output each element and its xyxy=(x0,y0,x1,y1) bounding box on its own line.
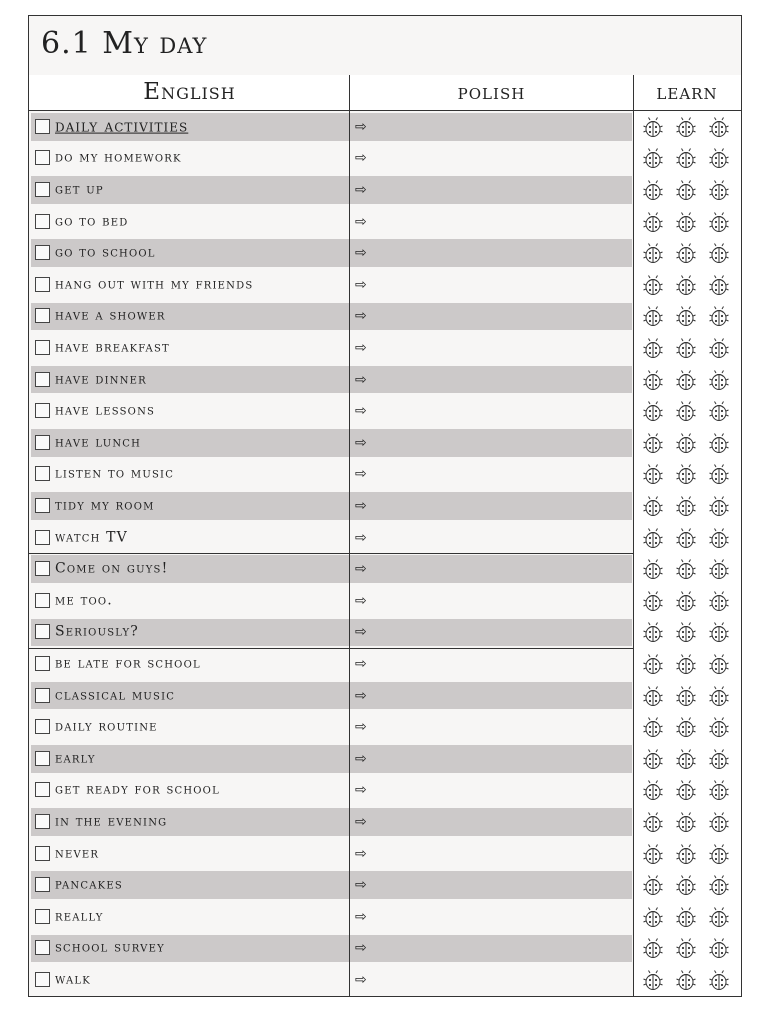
learn-cell xyxy=(634,680,741,712)
learn-cell xyxy=(634,143,741,175)
ladybug-icon[interactable] xyxy=(708,906,730,928)
ladybug-icon[interactable] xyxy=(675,305,697,327)
polish-cell[interactable] xyxy=(350,871,632,899)
ladybug-icon[interactable] xyxy=(675,906,697,928)
english-cell xyxy=(31,587,349,615)
arrow-icon: ⇨ xyxy=(355,529,367,546)
english-word: walk xyxy=(55,971,91,988)
english-cell xyxy=(31,208,349,236)
vocab-row xyxy=(29,237,741,269)
learn-cell xyxy=(634,206,741,238)
learn-cell xyxy=(634,585,741,617)
arrow-icon: ⇨ xyxy=(355,687,367,704)
row-checkbox[interactable] xyxy=(35,624,50,639)
polish-cell[interactable] xyxy=(350,208,632,236)
row-checkbox[interactable] xyxy=(35,909,50,924)
row-checkbox[interactable] xyxy=(35,940,50,955)
polish-cell[interactable] xyxy=(350,366,632,394)
english-cell xyxy=(31,966,349,994)
vocab-row xyxy=(29,680,741,712)
column-header-learn: learn xyxy=(656,80,718,105)
row-checkbox[interactable] xyxy=(35,277,50,292)
vocab-row xyxy=(29,964,741,996)
ladybug-icon[interactable] xyxy=(708,305,730,327)
learn-cell xyxy=(634,964,741,996)
vocab-row xyxy=(29,332,741,364)
arrow-icon: ⇨ xyxy=(355,339,367,356)
english-cell xyxy=(31,492,349,520)
vocab-row xyxy=(29,743,741,775)
english-word: have lunch xyxy=(55,434,142,451)
polish-cell[interactable] xyxy=(350,334,632,362)
ladybug-icon[interactable] xyxy=(642,906,664,928)
row-checkbox[interactable] xyxy=(35,972,50,987)
row-checkbox[interactable] xyxy=(35,245,50,260)
learn-cell xyxy=(634,174,741,206)
ladybug-icon[interactable] xyxy=(642,116,664,138)
polish-cell[interactable] xyxy=(350,397,632,425)
english-word: classical music xyxy=(55,687,176,704)
polish-cell[interactable] xyxy=(350,650,632,678)
ladybug-icon[interactable] xyxy=(708,779,730,801)
ladybug-icon[interactable] xyxy=(675,495,697,517)
ladybug-icon[interactable] xyxy=(708,432,730,454)
english-cell xyxy=(31,808,349,836)
polish-cell[interactable] xyxy=(350,745,632,773)
english-word: go to school xyxy=(55,244,156,261)
ladybug-icon[interactable] xyxy=(675,653,697,675)
arrow-icon: ⇨ xyxy=(355,245,367,262)
learn-cell xyxy=(634,427,741,459)
vocab-row xyxy=(29,143,741,175)
ladybug-icon[interactable] xyxy=(708,843,730,865)
english-cell xyxy=(31,397,349,425)
polish-cell[interactable] xyxy=(350,271,632,299)
learn-cell xyxy=(634,711,741,743)
learn-cell xyxy=(634,111,741,143)
ladybug-icon[interactable] xyxy=(708,685,730,707)
vocab-row xyxy=(29,838,741,870)
english-cell xyxy=(31,366,349,394)
arrow-icon: ⇨ xyxy=(355,813,367,830)
english-cell xyxy=(31,303,349,331)
english-word: Seriously? xyxy=(55,624,139,641)
arrow-icon: ⇨ xyxy=(355,940,367,957)
ladybug-icon[interactable] xyxy=(642,874,664,896)
arrow-icon: ⇨ xyxy=(355,403,367,420)
polish-cell[interactable] xyxy=(350,619,632,647)
polish-cell[interactable] xyxy=(350,239,632,267)
vocab-row xyxy=(29,111,741,143)
learn-cell xyxy=(634,743,741,775)
english-cell xyxy=(31,524,349,552)
english-word: really xyxy=(55,908,104,925)
ladybug-icon[interactable] xyxy=(675,463,697,485)
ladybug-icon[interactable] xyxy=(708,369,730,391)
polish-cell[interactable] xyxy=(350,682,632,710)
vocab-row xyxy=(29,775,741,807)
ladybug-icon[interactable] xyxy=(642,716,664,738)
ladybug-icon[interactable] xyxy=(642,400,664,422)
ladybug-icon[interactable] xyxy=(708,590,730,612)
row-checkbox[interactable] xyxy=(35,372,50,387)
english-cell xyxy=(31,619,349,647)
vocab-row xyxy=(29,301,741,333)
ladybug-icon[interactable] xyxy=(708,400,730,422)
arrow-icon: ⇨ xyxy=(355,497,367,514)
ladybug-icon[interactable] xyxy=(642,685,664,707)
english-word: in the evening xyxy=(55,813,168,830)
row-checkbox[interactable] xyxy=(35,751,50,766)
ladybug-icon[interactable] xyxy=(708,969,730,991)
ladybug-icon[interactable] xyxy=(675,400,697,422)
ladybug-icon[interactable] xyxy=(675,242,697,264)
english-word: never xyxy=(55,845,100,862)
arrow-icon: ⇨ xyxy=(355,877,367,894)
learn-cell xyxy=(634,395,741,427)
vocab-row xyxy=(29,553,741,585)
column-header-row xyxy=(29,75,741,111)
english-cell xyxy=(31,903,349,931)
ladybug-icon[interactable] xyxy=(708,527,730,549)
polish-cell[interactable] xyxy=(350,176,632,204)
learn-cell xyxy=(634,522,741,554)
english-cell xyxy=(31,176,349,204)
english-cell xyxy=(31,271,349,299)
arrow-icon: ⇨ xyxy=(355,971,367,988)
learn-cell xyxy=(634,301,741,333)
arrow-icon: ⇨ xyxy=(355,750,367,767)
ladybug-icon[interactable] xyxy=(675,748,697,770)
ladybug-icon[interactable] xyxy=(642,369,664,391)
vocab-row xyxy=(29,648,741,680)
ladybug-icon[interactable] xyxy=(675,937,697,959)
polish-cell[interactable] xyxy=(350,113,632,141)
english-cell xyxy=(31,840,349,868)
english-cell xyxy=(31,461,349,489)
vocab-row xyxy=(29,617,741,649)
vocab-row xyxy=(29,901,741,933)
row-checkbox[interactable] xyxy=(35,593,50,608)
row-checkbox[interactable] xyxy=(35,340,50,355)
learn-cell xyxy=(634,553,741,585)
ladybug-icon[interactable] xyxy=(708,558,730,580)
arrow-icon: ⇨ xyxy=(355,181,367,198)
arrow-icon: ⇨ xyxy=(355,592,367,609)
ladybug-icon[interactable] xyxy=(642,969,664,991)
english-word: tidy my room xyxy=(55,497,155,514)
polish-cell[interactable] xyxy=(350,777,632,805)
ladybug-icon[interactable] xyxy=(675,874,697,896)
arrow-icon: ⇨ xyxy=(355,371,367,388)
ladybug-icon[interactable] xyxy=(675,369,697,391)
polish-cell[interactable] xyxy=(350,840,632,868)
polish-cell[interactable] xyxy=(350,935,632,963)
english-word: daily routine xyxy=(55,718,158,735)
english-word: have a shower xyxy=(55,308,166,325)
learn-cell xyxy=(634,269,741,301)
learn-cell xyxy=(634,332,741,364)
english-cell xyxy=(31,555,349,583)
vocab-row xyxy=(29,522,741,554)
ladybug-icon[interactable] xyxy=(675,685,697,707)
ladybug-icon[interactable] xyxy=(708,811,730,833)
ladybug-icon[interactable] xyxy=(708,621,730,643)
vocab-row xyxy=(29,869,741,901)
ladybug-icon[interactable] xyxy=(642,495,664,517)
ladybug-icon[interactable] xyxy=(642,558,664,580)
ladybug-icon[interactable] xyxy=(675,811,697,833)
english-cell xyxy=(31,777,349,805)
ladybug-icon[interactable] xyxy=(675,179,697,201)
arrow-icon: ⇨ xyxy=(355,655,367,672)
ladybug-icon[interactable] xyxy=(708,874,730,896)
arrow-icon: ⇨ xyxy=(355,276,367,293)
english-word: early xyxy=(55,750,96,767)
ladybug-icon[interactable] xyxy=(642,211,664,233)
learn-cell xyxy=(634,364,741,396)
row-checkbox[interactable] xyxy=(35,719,50,734)
ladybug-icon[interactable] xyxy=(708,716,730,738)
vocab-row xyxy=(29,933,741,965)
english-cell xyxy=(31,682,349,710)
ladybug-icon[interactable] xyxy=(642,337,664,359)
learn-cell xyxy=(634,933,741,965)
ladybug-icon[interactable] xyxy=(675,621,697,643)
ladybug-icon[interactable] xyxy=(642,147,664,169)
vocabulary-sheet xyxy=(28,15,742,997)
ladybug-icon[interactable] xyxy=(642,779,664,801)
ladybug-icon[interactable] xyxy=(675,337,697,359)
english-word: get up xyxy=(55,181,104,198)
arrow-icon: ⇨ xyxy=(355,782,367,799)
row-checkbox[interactable] xyxy=(35,150,50,165)
row-checkbox[interactable] xyxy=(35,182,50,197)
arrow-icon: ⇨ xyxy=(355,845,367,862)
english-cell xyxy=(31,429,349,457)
ladybug-icon[interactable] xyxy=(675,716,697,738)
vocab-row xyxy=(29,269,741,301)
ladybug-icon[interactable] xyxy=(642,937,664,959)
ladybug-icon[interactable] xyxy=(675,843,697,865)
ladybug-icon[interactable] xyxy=(642,242,664,264)
ladybug-icon[interactable] xyxy=(642,527,664,549)
english-word: listen to music xyxy=(55,466,175,483)
polish-cell[interactable] xyxy=(350,461,632,489)
ladybug-icon[interactable] xyxy=(675,558,697,580)
row-checkbox[interactable] xyxy=(35,846,50,861)
english-word: get ready for school xyxy=(55,782,220,799)
polish-cell[interactable] xyxy=(350,966,632,994)
english-cell xyxy=(31,113,349,141)
english-word: me too. xyxy=(55,592,113,609)
ladybug-icon[interactable] xyxy=(675,527,697,549)
ladybug-icon[interactable] xyxy=(708,653,730,675)
ladybug-icon[interactable] xyxy=(642,748,664,770)
row-checkbox[interactable] xyxy=(35,119,50,134)
learn-cell xyxy=(634,237,741,269)
english-cell xyxy=(31,713,349,741)
ladybug-icon[interactable] xyxy=(642,621,664,643)
ladybug-icon[interactable] xyxy=(642,179,664,201)
ladybug-icon[interactable] xyxy=(642,305,664,327)
arrow-icon: ⇨ xyxy=(355,150,367,167)
learn-cell xyxy=(634,617,741,649)
english-word: school survey xyxy=(55,940,165,957)
english-word: do my homework xyxy=(55,150,182,167)
row-checkbox[interactable] xyxy=(35,814,50,829)
ladybug-icon[interactable] xyxy=(675,116,697,138)
learn-cell xyxy=(634,490,741,522)
polish-cell[interactable] xyxy=(350,808,632,836)
ladybug-icon[interactable] xyxy=(708,337,730,359)
learn-cell xyxy=(634,775,741,807)
ladybug-icon[interactable] xyxy=(708,495,730,517)
learn-cell xyxy=(634,901,741,933)
ladybug-icon[interactable] xyxy=(675,211,697,233)
section-heading: daily activities xyxy=(55,116,189,137)
ladybug-icon[interactable] xyxy=(708,211,730,233)
polish-cell[interactable] xyxy=(350,524,632,552)
vocab-row xyxy=(29,711,741,743)
vocab-row xyxy=(29,174,741,206)
row-checkbox[interactable] xyxy=(35,688,50,703)
page-title: 6.1 My day xyxy=(41,26,208,61)
ladybug-icon[interactable] xyxy=(708,937,730,959)
ladybug-icon[interactable] xyxy=(642,811,664,833)
english-cell xyxy=(31,239,349,267)
english-word: pancakes xyxy=(55,876,123,893)
row-checkbox[interactable] xyxy=(35,214,50,229)
arrow-icon: ⇨ xyxy=(355,719,367,736)
arrow-icon: ⇨ xyxy=(355,118,367,135)
vocab-row xyxy=(29,206,741,238)
ladybug-icon[interactable] xyxy=(642,653,664,675)
row-checkbox[interactable] xyxy=(35,530,50,545)
ladybug-icon[interactable] xyxy=(708,242,730,264)
arrow-icon: ⇨ xyxy=(355,308,367,325)
ladybug-icon[interactable] xyxy=(708,179,730,201)
ladybug-icon[interactable] xyxy=(675,969,697,991)
ladybug-icon[interactable] xyxy=(708,147,730,169)
ladybug-icon[interactable] xyxy=(642,432,664,454)
row-checkbox[interactable] xyxy=(35,561,50,576)
polish-cell[interactable] xyxy=(350,713,632,741)
english-cell xyxy=(31,145,349,173)
ladybug-icon[interactable] xyxy=(675,274,697,296)
english-cell xyxy=(31,871,349,899)
polish-cell[interactable] xyxy=(350,492,632,520)
polish-cell[interactable] xyxy=(350,303,632,331)
english-word: have dinner xyxy=(55,371,147,388)
vocab-row xyxy=(29,395,741,427)
learn-cell xyxy=(634,648,741,680)
ladybug-icon[interactable] xyxy=(675,147,697,169)
row-checkbox[interactable] xyxy=(35,308,50,323)
learn-cell xyxy=(634,869,741,901)
english-word: watch TV xyxy=(55,529,128,546)
english-cell xyxy=(31,334,349,362)
polish-cell[interactable] xyxy=(350,145,632,173)
vocab-row xyxy=(29,427,741,459)
polish-cell[interactable] xyxy=(350,555,632,583)
polish-cell[interactable] xyxy=(350,587,632,615)
arrow-icon: ⇨ xyxy=(355,561,367,578)
arrow-icon: ⇨ xyxy=(355,908,367,925)
ladybug-icon[interactable] xyxy=(642,463,664,485)
polish-cell[interactable] xyxy=(350,429,632,457)
learn-cell xyxy=(634,838,741,870)
ladybug-icon[interactable] xyxy=(708,748,730,770)
english-cell xyxy=(31,745,349,773)
column-divider xyxy=(349,75,350,997)
ladybug-icon[interactable] xyxy=(642,843,664,865)
english-cell xyxy=(31,935,349,963)
arrow-icon: ⇨ xyxy=(355,624,367,641)
arrow-icon: ⇨ xyxy=(355,434,367,451)
ladybug-icon[interactable] xyxy=(708,116,730,138)
row-checkbox[interactable] xyxy=(35,498,50,513)
arrow-icon: ⇨ xyxy=(355,213,367,230)
vocab-row xyxy=(29,490,741,522)
ladybug-icon[interactable] xyxy=(642,274,664,296)
english-word: Come on guys! xyxy=(55,560,169,577)
row-checkbox[interactable] xyxy=(35,435,50,450)
english-word: have lessons xyxy=(55,402,156,419)
vocab-row xyxy=(29,459,741,491)
ladybug-icon[interactable] xyxy=(708,274,730,296)
polish-cell[interactable] xyxy=(350,903,632,931)
english-word: go to bed xyxy=(55,213,129,230)
column-header-english: English xyxy=(143,79,236,105)
english-word: have breakfast xyxy=(55,339,170,356)
row-checkbox[interactable] xyxy=(35,782,50,797)
vocab-row xyxy=(29,364,741,396)
row-checkbox[interactable] xyxy=(35,403,50,418)
ladybug-icon[interactable] xyxy=(675,432,697,454)
ladybug-icon[interactable] xyxy=(675,779,697,801)
english-cell xyxy=(31,650,349,678)
learn-cell xyxy=(634,806,741,838)
row-checkbox[interactable] xyxy=(35,656,50,671)
ladybug-icon[interactable] xyxy=(675,590,697,612)
row-checkbox[interactable] xyxy=(35,877,50,892)
vocab-row xyxy=(29,585,741,617)
ladybug-icon[interactable] xyxy=(642,590,664,612)
english-word: be late for school xyxy=(55,655,201,672)
english-word: hang out with my friends xyxy=(55,276,254,293)
title-row xyxy=(29,16,741,76)
row-checkbox[interactable] xyxy=(35,466,50,481)
ladybug-icon[interactable] xyxy=(708,463,730,485)
vocab-row xyxy=(29,806,741,838)
column-header-polish: polish xyxy=(457,80,526,105)
column-divider xyxy=(633,75,634,997)
learn-cell xyxy=(634,459,741,491)
arrow-icon: ⇨ xyxy=(355,466,367,483)
